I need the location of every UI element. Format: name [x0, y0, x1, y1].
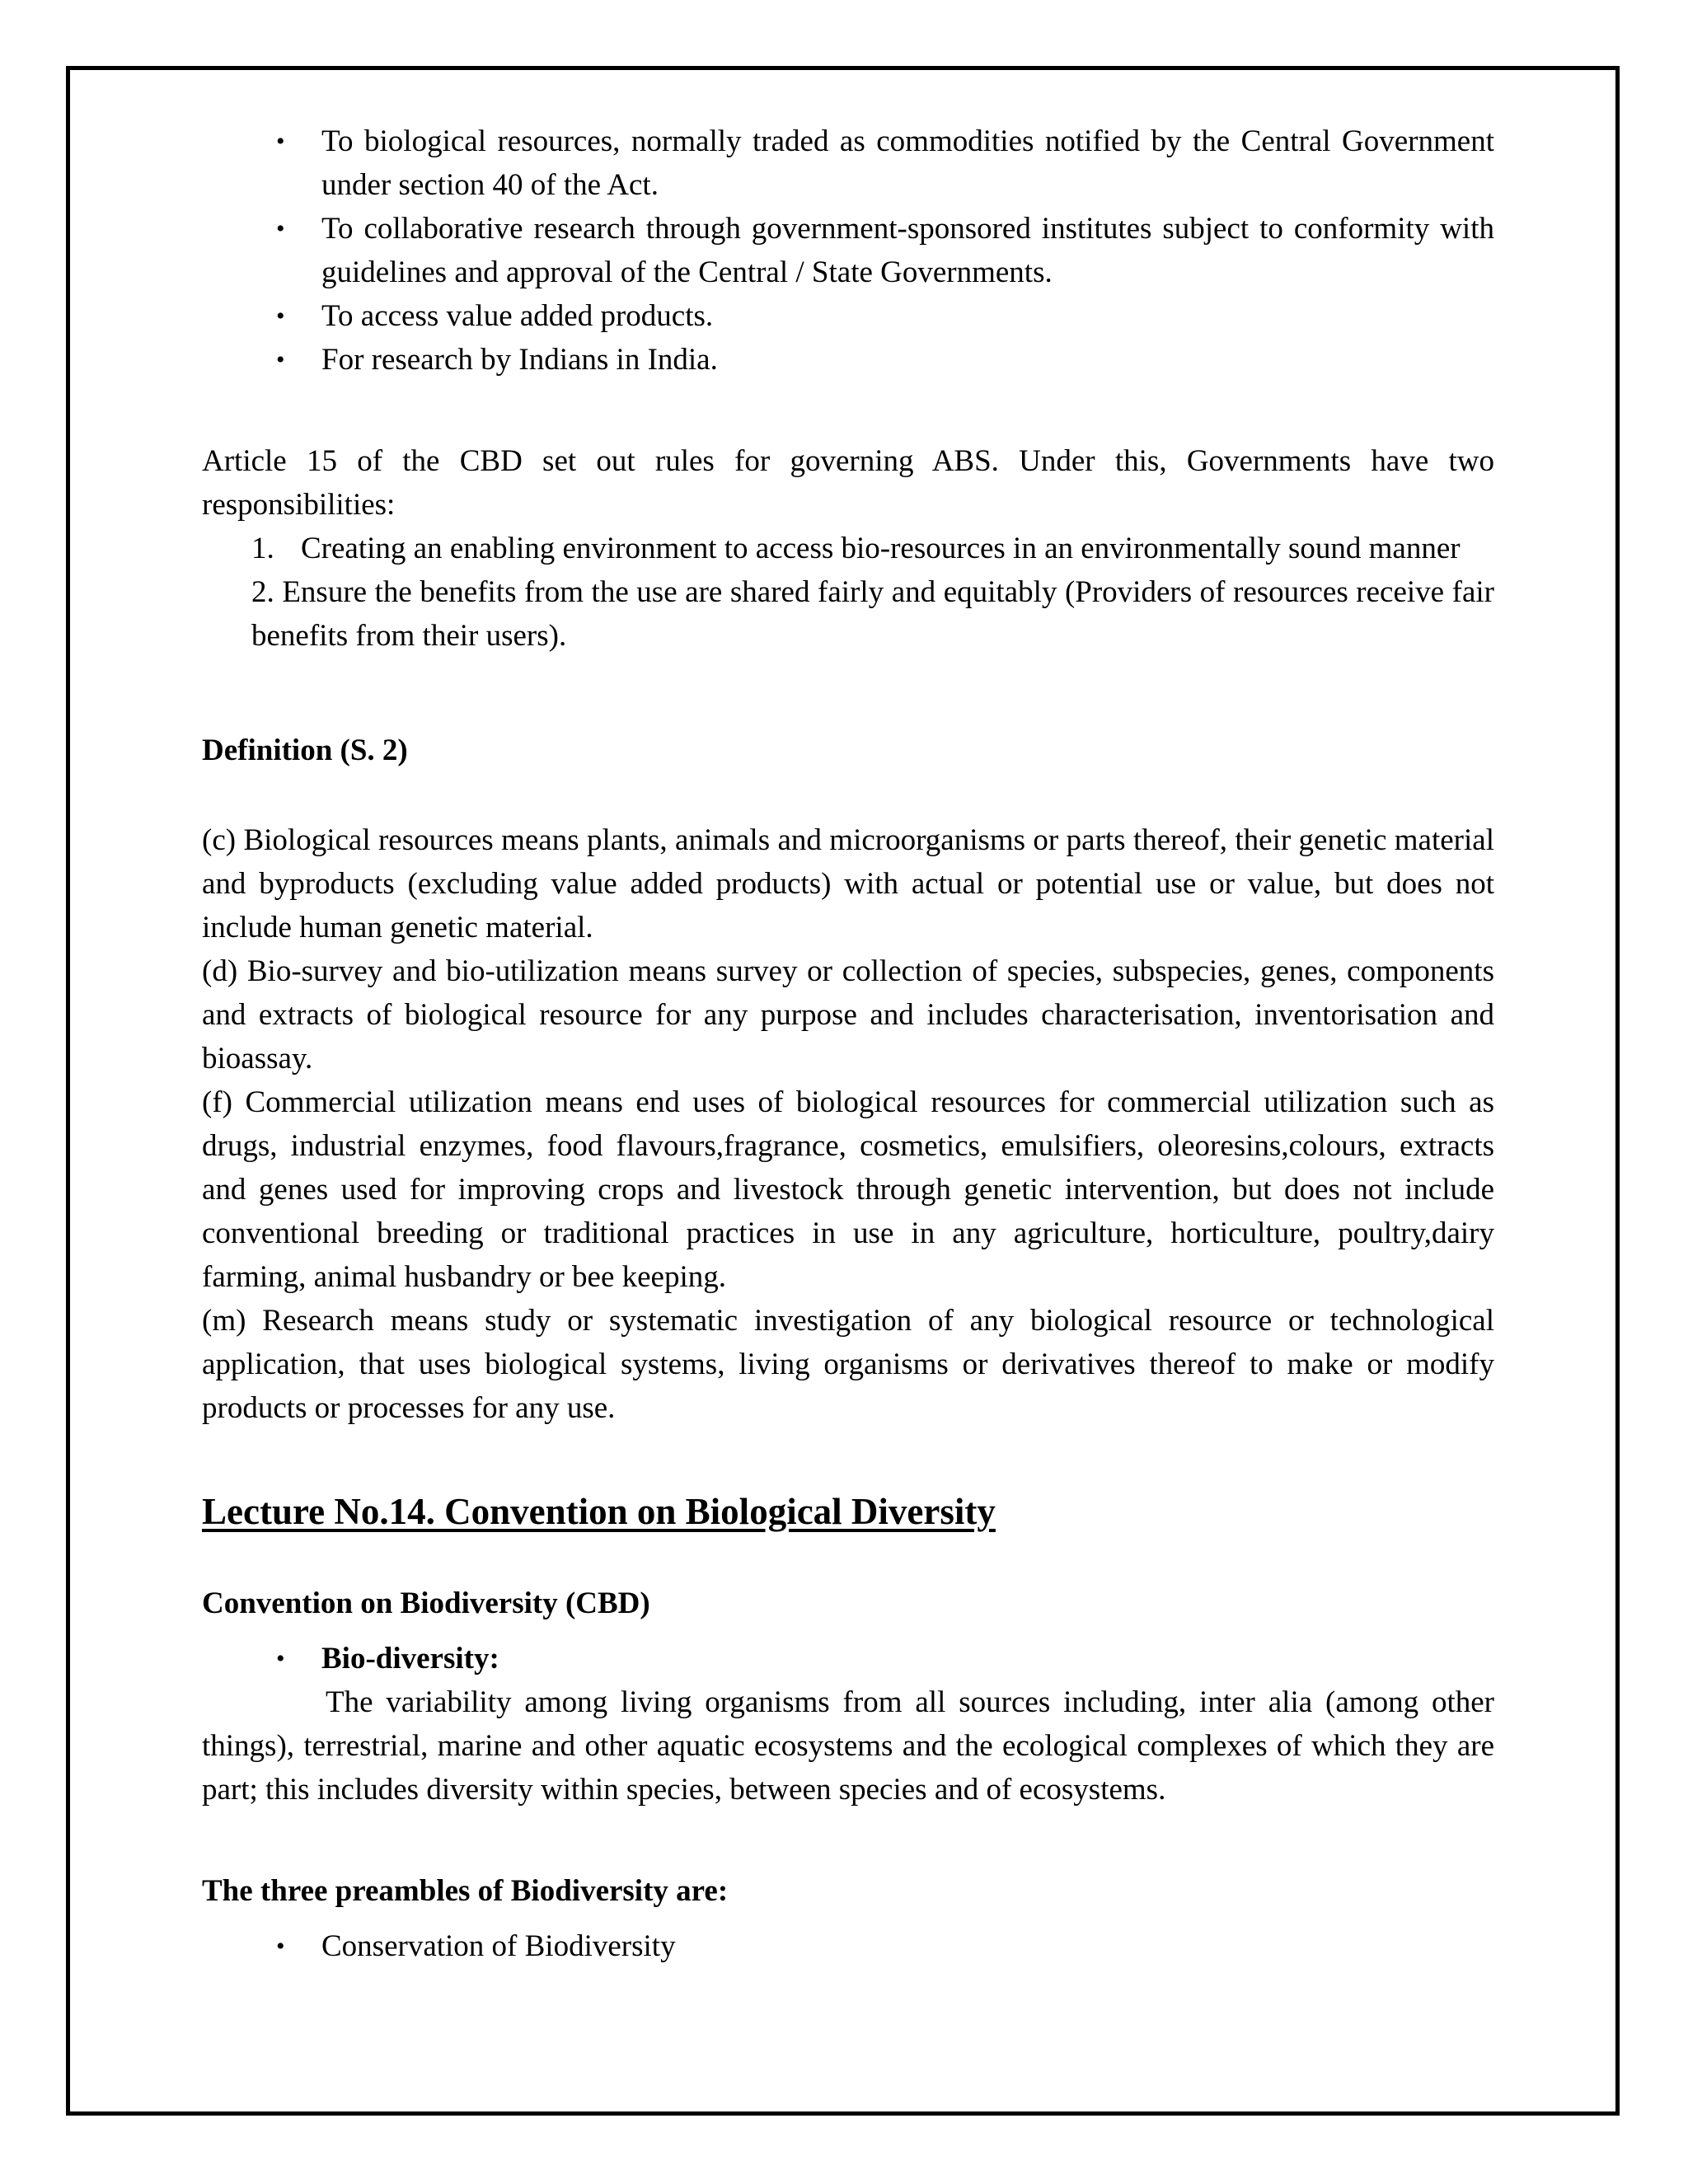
preambles-heading: The three preambles of Biodiversity are:: [202, 1874, 729, 1908]
definition-clause-c: (c) Biological resources means plants, animals and microorganisms or parts thereof, their genetic material and byproducts (excluding value added products) with actual or potential use or value, but does not include human genetic material.: [202, 823, 1494, 944]
biodiversity-label: Bio-diversity:: [321, 1642, 499, 1675]
lecture-title-wrapper: [202, 1488, 1494, 1535]
spacer: [202, 1535, 1494, 1582]
list-item-text: To biological resources, normally traded as commodities notified by the Central Government under section 40 of the Act.: [321, 124, 1494, 202]
preamble-item: [202, 1924, 1494, 1968]
responsibilities-list: [202, 527, 1494, 658]
spacer: [202, 382, 1494, 439]
list-item: [202, 338, 1494, 382]
bullet-icon: •: [276, 1645, 285, 1672]
bullet-icon: •: [276, 128, 285, 155]
definition-clause-d: (d) Bio-survey and bio-utilization means survey or collection of species, subspecies, genes, components and extracts of biological resource for any purpose and includes characterisation, inventorisation and bioassay.: [202, 954, 1494, 1076]
bullet-icon: •: [276, 302, 285, 330]
definition-clause-f: (f) Commercial utilization means end uses of biological resources for commercial utilization such as drugs, industrial enzymes, food flavours,fragrance, cosmetics, emulsifiers, oleoresins,colours, extracts and genes used for improving crops and livestock through genetic intervention, but does not include conventional breeding or traditional practices in use in any agriculture, horticulture, poultry,dairy farming, animal husbandry or bee keeping.: [202, 1085, 1494, 1294]
spacer: [202, 1811, 1494, 1869]
access-exemptions-list: [202, 120, 1494, 382]
numbered-item: [251, 527, 1494, 570]
list-item: [202, 207, 1494, 294]
definition-heading: Definition (S. 2): [202, 733, 408, 767]
article-intro-paragraph: Article 15 of the CBD set out rules for governing ABS. Under this, Governments have two responsibilities:: [202, 444, 1494, 522]
numbered-item: [251, 570, 1494, 658]
biodiversity-bullet: [202, 1637, 1494, 1680]
list-item: [202, 120, 1494, 207]
definition-clause-m: (m) Research means study or systematic investigation of any biological resource or technological application, that uses biological systems, living organisms or derivatives thereof to make or modify products or processes for any use.: [202, 1304, 1494, 1425]
numbered-item-text-with-marker: [251, 575, 1494, 653]
bullet-icon: •: [276, 215, 285, 242]
spacer: [202, 1430, 1494, 1488]
spacer: [202, 772, 1494, 818]
list-item-text: For research by Indians in India.: [321, 343, 718, 377]
biodiversity-definition-paragraph: The variability among living organisms from all sources including, inter alia (among other things), terrestrial, marine and other aquatic ecosystems and the ecological complexes of which they are part; this includes diversity within species, between species and of ecosystems.: [202, 1685, 1494, 1807]
document-content: [202, 120, 1494, 1968]
item-marker: 1.: [251, 532, 274, 565]
list-item: [202, 294, 1494, 338]
spacer: [202, 1913, 1494, 1924]
bullet-icon: •: [276, 346, 285, 373]
list-item-text: To collaborative research through government-sponsored institutes subject to conformity with guidelines and approval of the Central / State Governments.: [321, 212, 1494, 289]
bullet-icon: •: [276, 1933, 285, 1960]
item-marker: 2.: [251, 575, 274, 609]
document-page-border: [66, 66, 1620, 2116]
preamble-item-text: Conservation of Biodiversity: [321, 1929, 676, 1963]
list-item-text: To access value added products.: [321, 299, 714, 333]
numbered-item-text: Creating an enabling environment to access bio-resources in an environmentally sound manner: [301, 532, 1461, 565]
spacer: [202, 1625, 1494, 1637]
section-heading-cbd: Convention on Biodiversity (CBD): [202, 1586, 650, 1620]
spacer: [202, 658, 1494, 729]
numbered-item-text: Ensure the benefits from the use are shared fairly and equitably (Providers of resources receive fair benefits from their users).: [251, 575, 1494, 653]
page-title: Lecture No.14. Convention on Biological Diversity: [202, 1491, 996, 1532]
